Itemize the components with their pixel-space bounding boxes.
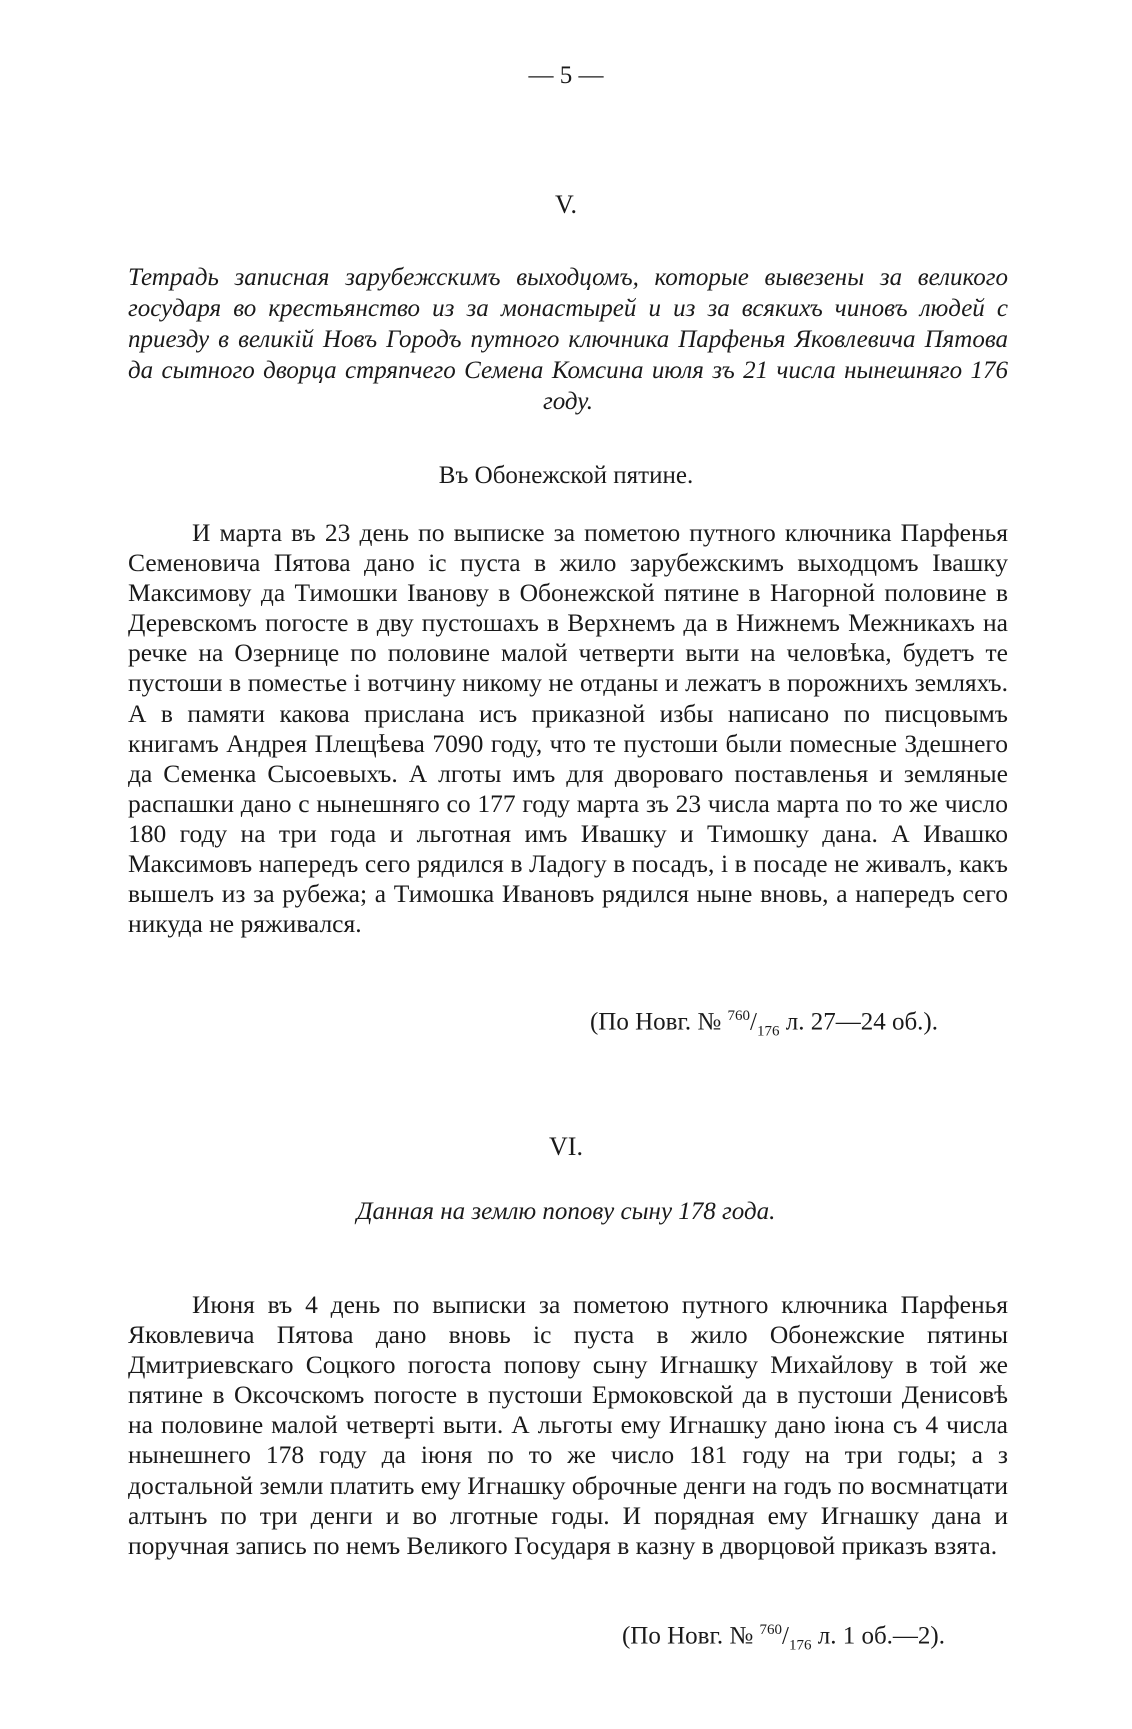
section-body-v: И марта въ 23 день по выписке за пометою путного ключника Парфенья Семеновича Пятова дано іс пуста в жило зарубежскимъ выходцомъ Івашку Максимову да Тимошки Іванову в Обонежской пятине в Нагорной половине в Деревскомъ погосте в дву пустошахъ в Верхнемъ да в Нижнемъ Межникахъ на речке на Озернице по половине малой четверти выти на человѣка, будетъ те пустоши в поместье і вотчину никому не отданы и лежатъ в порожнихъ земляхъ. А в памяти какова прислана исъ приказной избы написано по писцовымъ книгамъ Андрея Плещѣева 7090 году, что те пустоши были помесные Здешнего да Семенка Сысоевыхъ. А лготы имъ для двороваго поставленья и земляные распашки дано с нынешняго со 177 году марта зъ 23 числа марта по то же число 180 году на три года и льготная имъ Ивашку и Тимошку дана. А Ивашко Максимовъ напередъ сего рядился в Ладогу в посадъ, і в посаде не живалъ, какъ вышелъ из за рубежа; а Тимошка Ивановъ рядился ныне вновь, а напередъ сего никуда не ряживался. [128, 518, 1008, 939]
citation-prefix: (По Новг. № [621, 1622, 754, 1650]
citation-denominator: 176 [756, 1023, 780, 1040]
citation-prefix: (По Новг. № [589, 1008, 722, 1036]
citation-v: (По Новг. № $^{760}/_{176}$ л. 27—24 об.). [589, 1008, 938, 1040]
citation-denominator: 176 [788, 1637, 812, 1654]
section-numeral-v: V. [555, 190, 577, 219]
citation-numerator: 760 [759, 1622, 783, 1638]
citation-numerator: 760 [727, 1008, 751, 1024]
section-body-vi: Июня въ 4 день по выписки за пометою путного ключника Парфенья Яковлевича Пятова дано вновь іс пуста в жило Обонежские пятины Дмитриевскаго Соцкого погоста попову сыну Игнашку Михайлову в той же пятине в Оксочскомъ погосте в пустоши Ермоковской да в пустоши Денисовѣ на половине малой четверті выти. А льготы ему Игнашку дано іюна съ 4 числа нынешнего 178 году да іюня по то же число 181 году на три годы; а з достальной земли платить ему Игнашку оброчные денги на годъ по восмнатцати алтынъ по три денги и во лготные годы. И порядная ему Игнашку дана и поручная запись по немъ Великого Государя в казну в дворцовой приказъ взята. [128, 1290, 1008, 1560]
citation-suffix: л. 27—24 об.). [785, 1008, 938, 1036]
section-subheading: Въ Обонежской пятине. [438, 462, 694, 489]
page-number: — 5 — [528, 62, 604, 89]
section-title-vi: Данная на землю попову сыну 178 года. [356, 1198, 776, 1225]
section-title-v: Тетрадь записная зарубежскимъ выходцомъ, которые вывезены за великого государя во крестьянство из за монастырей и из за всякихъ чиновъ людей с приезду в великій Новъ Городъ путного ключника Парфенья Яковлевича Пятова да сытного дворца стряпчего Семена Комсина июля зъ 21 числа нынешняго 176 году. [128, 264, 1008, 415]
citation-suffix: л. 1 об.—2). [817, 1622, 945, 1650]
citation-vi: (По Новг. № $^{760}/_{176}$ л. 1 об.—2). [621, 1622, 945, 1654]
section-numeral-vi: VI. [549, 1132, 583, 1161]
